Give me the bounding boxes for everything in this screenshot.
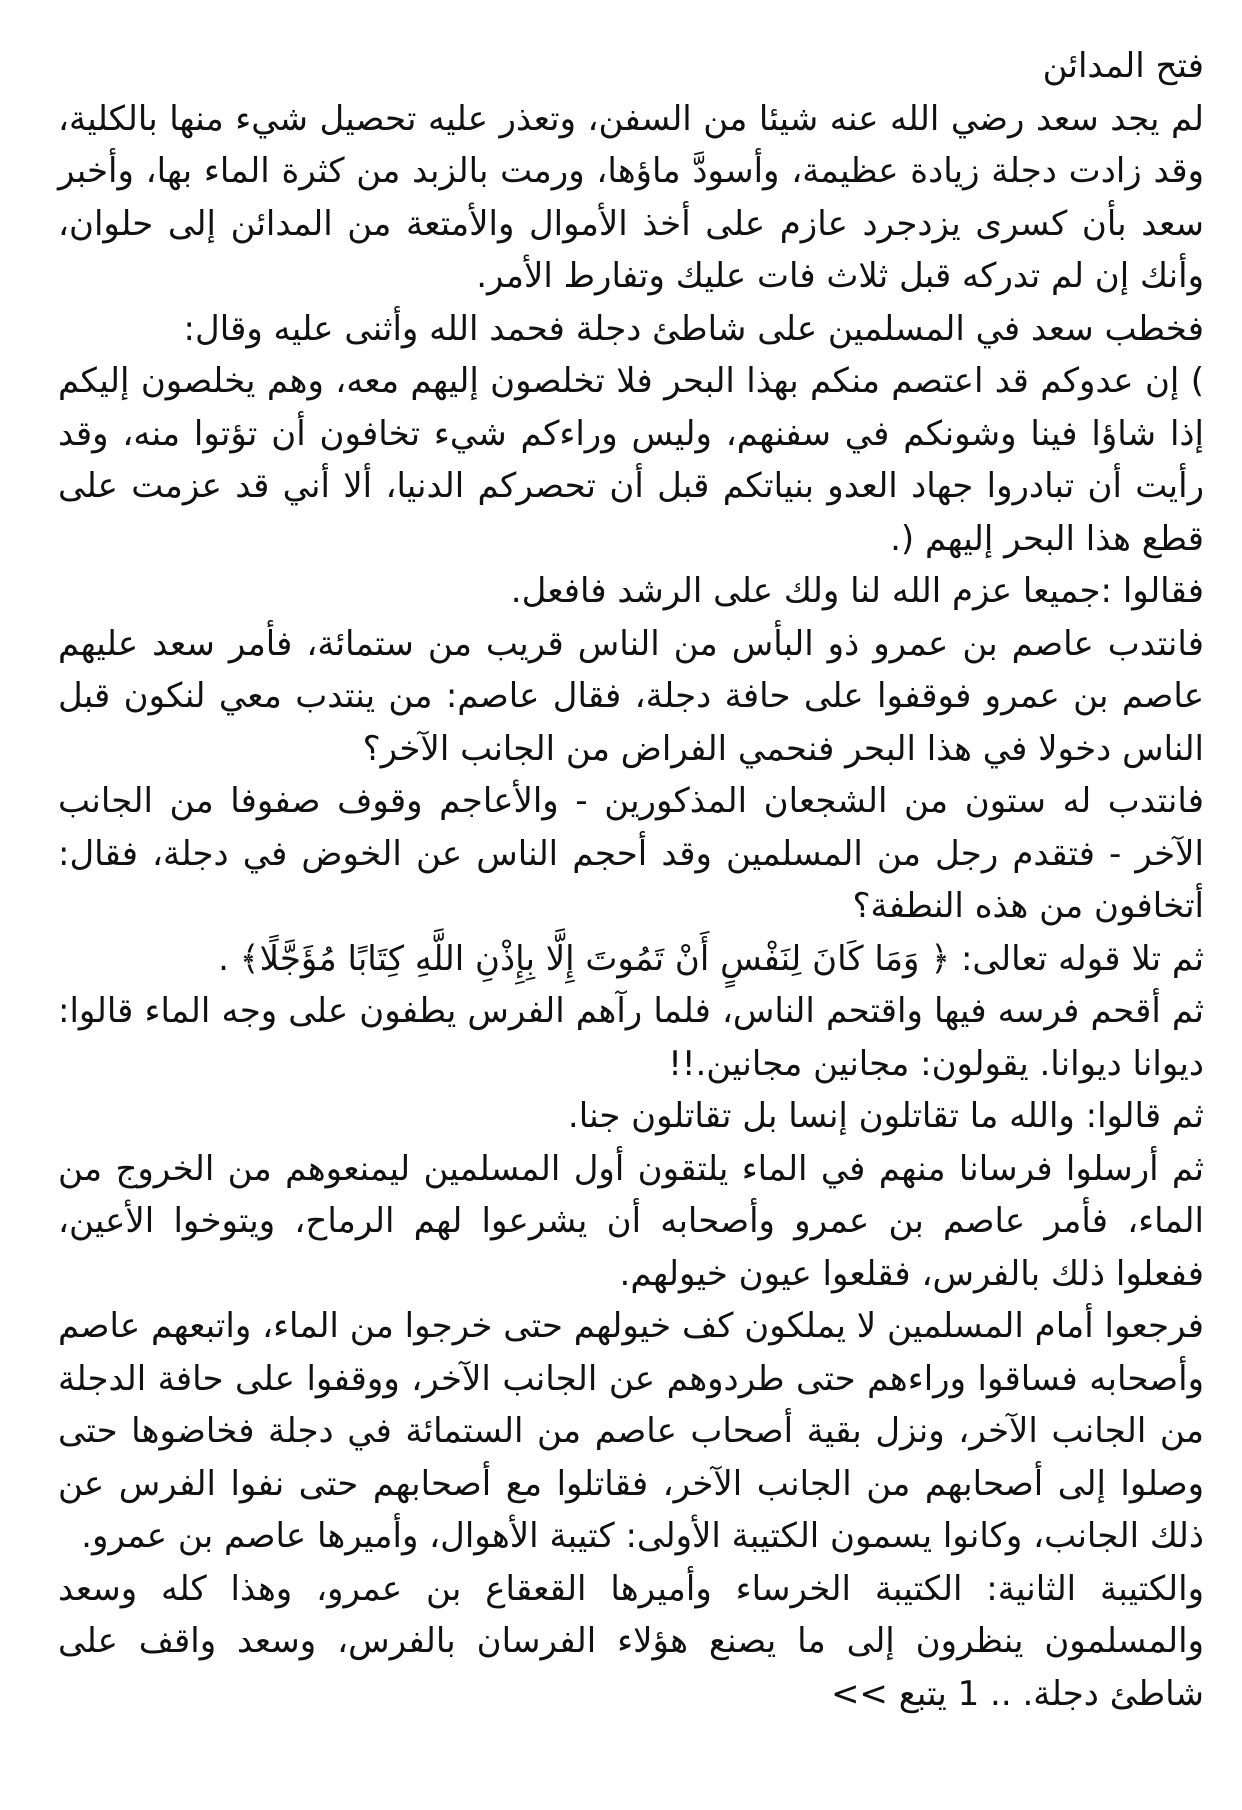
article-title: فتح المدائن: [1042, 46, 1204, 86]
paragraph-8: ثم أقحم فرسه فيها واقتحم الناس، فلما رآهم الفرس يطفون على وجه الماء قالوا: ديوانا ديوانا. يقولون: مجانين مجانين.!!: [58, 991, 1204, 1084]
paragraph-6: فانتدب له ستون من الشجعان المذكورين - والأعاجم وقوف صفوفا من الجانب الآخر - فتقدم رجل من المسلمين وقد أحجم الناس عن الخوض في دجلة، فقال: أتخافون من هذه النطفة؟: [58, 781, 1204, 926]
paragraph-12: والكتيبة الثانية: الكتيبة الخرساء وأميرها القعقاع بن عمرو، وهذا كله وسعد والمسلمون ينظرون إلى ما يصنع هؤلاء الفرسان بالفرس، وسعد واقف على شاطئ دجلة. .. 1 يتبع >>: [58, 1568, 1204, 1714]
paragraph-1: لم يجد سعد رضي الله عنه شيئا من السفن، وتعذر عليه تحصيل شيء منها بالكلية، وقد زادت دجلة زيادة عظيمة، وأسودَّ ماؤها، ورمت بالزبد من كثرة الماء بها، وأخبر سعد بأن كسرى يزدجرد عازم على أخذ الأموال والأمتعة من المدائن إلى حلوان، وأنك إن لم تدركه قبل ثلاث فات عليك وتفارط الأمر.: [58, 98, 1204, 296]
paragraph-9: ثم قالوا: والله ما تقاتلون إنسا بل تقاتلون جنا.: [567, 1096, 1204, 1136]
paragraph-3-speech: ) إن عدوكم قد اعتصم منكم بهذا البحر فلا تخلصون إليهم معه، وهم يخلصون إليكم إذا شاؤا فينا وشونكم في سفنهم، وليس وراءكم شيء تخافون أن تؤتوا منه، وقد رأيت أن تبادروا جهاد العدو بنياتكم قبل أن تحصركم الدنيا، ألا أني قد عزمت على قطع هذا البحر إليهم (.: [58, 361, 1204, 559]
paragraph-4: فقالوا :جميعا عزم الله لنا ولك على الرشد فافعل.: [510, 571, 1204, 611]
paragraph-5: فانتدب عاصم بن عمرو ذو البأس من الناس قريب من ستمائة، فأمر سعد عليهم عاصم بن عمرو فوقفوا على حافة دجلة، فقال عاصم: من ينتدب معي لنكون قبل الناس دخولا في هذا البحر فنحمي الفراض من الجانب الآخر؟: [58, 623, 1204, 769]
paragraph-11: فرجعوا أمام المسلمين لا يملكون كف خيولهم حتى خرجوا من الماء، واتبعهم عاصم وأصحابه فساقوا وراءهم حتى طردوهم عن الجانب الآخر، ووقفوا على حافة الدجلة من الجانب الآخر، ونزل بقية أصحاب عاصم من الستمائة في دجلة فخاضوها حتى وصلوا إلى أصحابهم من الجانب الآخر، فقاتلوا مع أصحابهم حتى نفوا الفرس عن ذلك الجانب، وكانوا يسمون الكتيبة الأولى: كتيبة الأهوال، وأميرها عاصم بن عمرو.: [58, 1306, 1204, 1556]
paragraph-2: فخطب سعد في المسلمين على شاطئ دجلة فحمد الله وأثنى عليه وقال:: [183, 308, 1204, 349]
article: [58, 40, 1204, 1720]
paragraph-7-quran-verse: ثم تلا قوله تعالى: ﴿ وَمَا كَانَ لِنَفْسٍ أَنْ تَمُوتَ إِلَّا بِإِذْنِ اللَّهِ كِتَابًا مُؤَجَّلًا﴾ .: [218, 938, 1204, 979]
paragraph-10: ثم أرسلوا فرسانا منهم في الماء يلتقون أول المسلمين ليمنعوهم من الخروج من الماء، فأمر عاصم بن عمرو وأصحابه أن يشرعوا لهم الرماح، ويتوخوا الأعين، ففعلوا ذلك بالفرس، فقلعوا عيون خيولهم.: [58, 1148, 1204, 1294]
